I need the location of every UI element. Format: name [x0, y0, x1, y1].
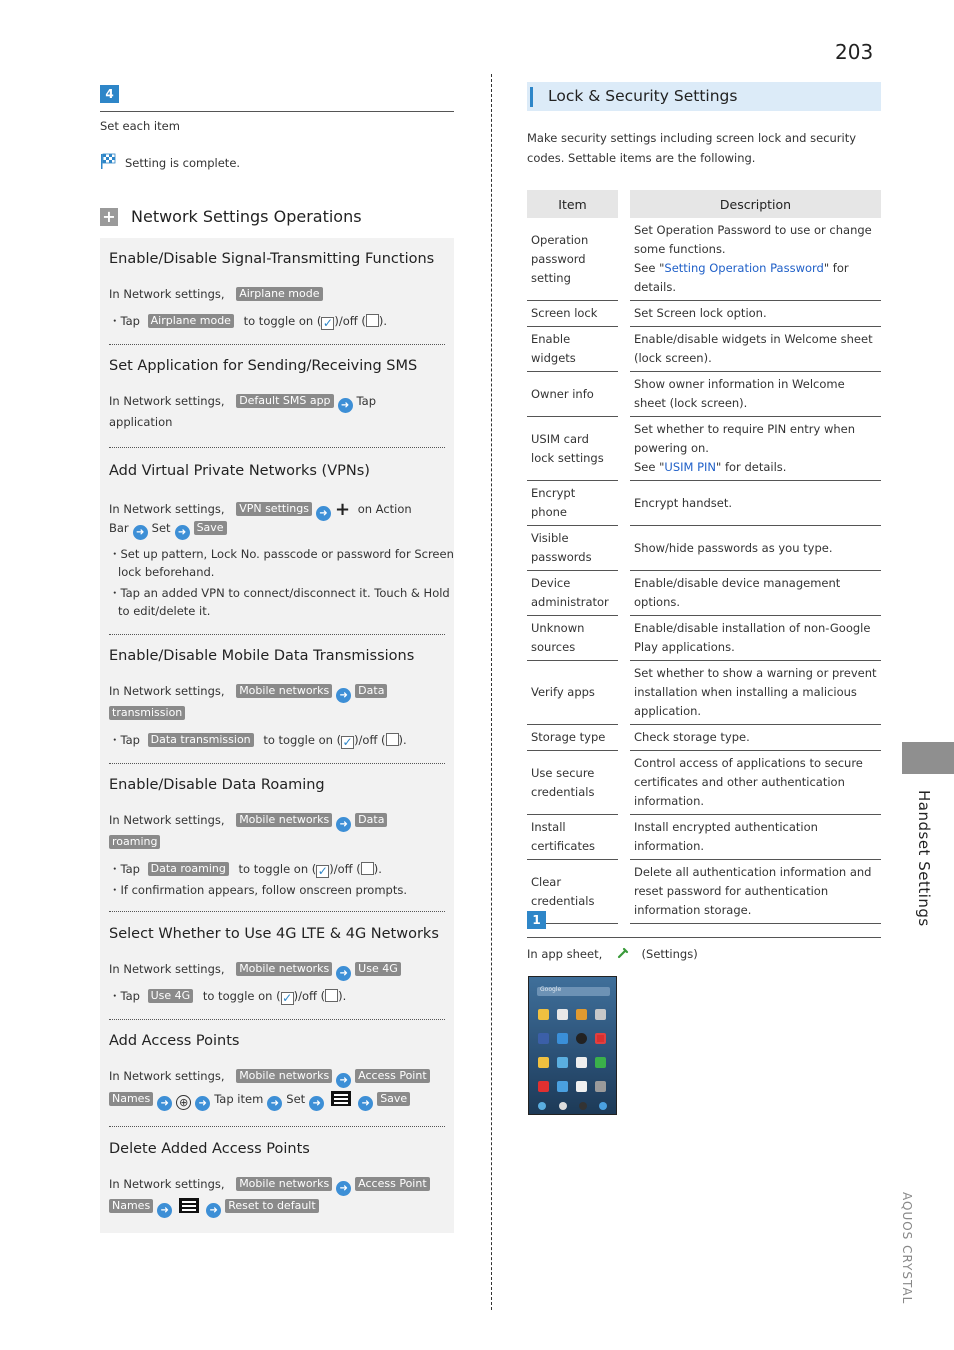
- add-plus-icon: +: [334, 499, 351, 520]
- table-row: [527, 327, 881, 372]
- checked-box-icon: ✓: [342, 735, 353, 749]
- signal-functions-title: Enable/Disable Signal-Transmitting Functions: [109, 251, 435, 267]
- save-chip[interactable]: Save: [194, 521, 227, 535]
- lte-instructions: In Network settings, Mobile networks ➜ Use 4G: [109, 962, 401, 981]
- divider: [109, 447, 445, 448]
- table-row: [527, 301, 881, 327]
- row-item: USIM card lock settings: [527, 417, 618, 481]
- arrow-right-icon: ➜: [316, 506, 331, 521]
- row-description: Install encrypted authentication information.: [630, 815, 881, 860]
- step-1-badge: 1: [527, 911, 546, 929]
- delete-access-points-instructions-2: [109, 1198, 319, 1218]
- default-sms-app-chip[interactable]: Default SMS app: [236, 394, 333, 408]
- dock-icon: [599, 1102, 607, 1110]
- menu-icon: [331, 1091, 351, 1106]
- arrow-right-icon: ➜: [338, 398, 353, 413]
- row-item: Operation password setting: [527, 218, 618, 301]
- use-4g-chip[interactable]: Use 4G: [355, 962, 401, 976]
- vpn-instructions: In Network settings, VPN settings ➜ + on Action: [109, 499, 412, 520]
- security-settings-table: [527, 190, 881, 924]
- row-item: Storage type: [527, 725, 618, 751]
- table-row: [527, 372, 881, 417]
- app-icon: [557, 1081, 568, 1092]
- checked-box-icon: ✓: [322, 316, 333, 330]
- mobile-data-instructions: In Network settings, Mobile networks ➜ Data: [109, 684, 387, 703]
- row-description: Set Operation Password to use or change some functions. See "Setting Operation Password" for details.: [630, 218, 881, 301]
- dock-icon: [579, 1102, 587, 1110]
- table-row: [527, 751, 881, 815]
- sms-instructions: In Network settings, Default SMS app ➜ Tap: [109, 394, 377, 411]
- unchecked-box-icon: [361, 862, 374, 875]
- vpn-note-1: ・Set up pattern, Lock No. passcode or password for Screen: [109, 547, 454, 561]
- row-description: Control access of applications to secure certificates and other authentication information.: [630, 751, 881, 815]
- arrow-right-icon: ➜: [133, 525, 148, 540]
- row-description: Enable/disable installation of non-Google Play applications.: [630, 616, 881, 661]
- arrow-right-icon: ➜: [336, 966, 351, 981]
- checked-box-icon: ✓: [282, 991, 293, 1005]
- add-circle-icon: ⊕: [176, 1095, 191, 1110]
- row-item: Screen lock: [527, 301, 618, 327]
- app-icon: [595, 1081, 606, 1092]
- data-roaming-chip-b[interactable]: roaming: [109, 835, 160, 849]
- header-accent: [530, 87, 533, 107]
- row-item: Encrypt phone: [527, 481, 618, 526]
- mobile-networks-chip[interactable]: Mobile networks: [236, 813, 332, 827]
- table-row: [527, 616, 881, 661]
- access-point-names-chip-a[interactable]: Access Point: [355, 1177, 429, 1191]
- access-point-names-chip-b[interactable]: Names: [109, 1199, 153, 1213]
- dock-icon: [538, 1102, 546, 1110]
- app-icon: [557, 1009, 568, 1020]
- divider: [109, 1019, 445, 1020]
- access-point-names-chip-a[interactable]: Access Point: [355, 1069, 429, 1083]
- data-roaming-instructions: In Network settings, Mobile networks ➜ Data: [109, 813, 387, 832]
- row-item: Device administrator: [527, 571, 618, 616]
- reference-link[interactable]: Setting Operation Password: [664, 261, 824, 275]
- divider: [109, 911, 445, 912]
- lock-security-title: Lock & Security Settings: [548, 87, 738, 105]
- access-point-names-chip-b[interactable]: Names: [109, 1092, 153, 1106]
- table-header-description: Description: [630, 190, 881, 218]
- table-row: [527, 481, 881, 526]
- access-points-title: Add Access Points: [109, 1033, 240, 1049]
- settings-app-highlight-icon: [595, 1033, 606, 1044]
- app-icon: [538, 1057, 549, 1068]
- mobile-networks-chip[interactable]: Mobile networks: [236, 1069, 332, 1083]
- lte-toggle-line: ・Tap Use 4G to toggle on (✓)/off ( ).: [109, 989, 347, 1005]
- phone-screenshot: [528, 976, 617, 1115]
- arrow-right-icon: ➜: [195, 1096, 210, 1111]
- vpn-title: Add Virtual Private Networks (VPNs): [109, 463, 370, 479]
- checked-box-icon: ✓: [317, 864, 328, 878]
- arrow-right-icon: ➜: [336, 817, 351, 832]
- mobile-data-title: Enable/Disable Mobile Data Transmissions: [109, 648, 415, 664]
- step-4-text: Set each item: [100, 119, 180, 133]
- unchecked-box-icon: [366, 314, 379, 327]
- row-description: Show owner information in Welcome sheet (lock screen).: [630, 372, 881, 417]
- data-transmission-chip[interactable]: Data transmission: [148, 733, 254, 747]
- step-1-rule: [527, 937, 881, 938]
- checkered-flag-icon: [100, 153, 116, 169]
- app-icon: [538, 1081, 549, 1092]
- arrow-right-icon: ➜: [267, 1096, 282, 1111]
- divider: [109, 1126, 445, 1127]
- row-item: Clear credentials: [527, 860, 618, 924]
- table-row: [527, 526, 881, 571]
- vpn-note-2b: to edit/delete it.: [118, 604, 211, 618]
- app-icon: [595, 1057, 606, 1068]
- save-chip[interactable]: Save: [377, 1092, 410, 1106]
- data-transmission-chip-a[interactable]: Data: [355, 684, 387, 698]
- data-transmission-chip-b[interactable]: transmission: [109, 706, 185, 720]
- row-description: Enable/disable widgets in Welcome sheet (lock screen).: [630, 327, 881, 372]
- airplane-mode-chip-2[interactable]: Airplane mode: [148, 314, 234, 328]
- table-row: [527, 417, 881, 481]
- menu-icon: [179, 1198, 199, 1213]
- app-icon: [576, 1009, 587, 1020]
- step-4-badge: 4: [100, 85, 119, 103]
- table-header-item: Item: [527, 190, 618, 218]
- settings-app-icon: [616, 946, 630, 960]
- page-number: 203: [835, 40, 874, 64]
- table-row: [527, 725, 881, 751]
- arrow-right-icon: ➜: [157, 1203, 172, 1218]
- mobile-networks-chip[interactable]: Mobile networks: [236, 684, 332, 698]
- vpn-note-2: ・Tap an added VPN to connect/disconnect it. Touch & Hold: [109, 586, 450, 600]
- arrow-right-icon: ➜: [206, 1203, 221, 1218]
- intro-line-2: codes. Settable items are the following.: [527, 151, 756, 165]
- data-roaming-instructions-2: [109, 835, 160, 849]
- vpn-settings-chip[interactable]: VPN settings: [236, 502, 312, 516]
- reset-to-default-chip[interactable]: Reset to default: [225, 1199, 318, 1213]
- access-points-instructions-2: Names ➜ ⊕ ➜ Tap item ➜ Set ➜ ➜ Save: [109, 1091, 410, 1111]
- app-icon: [538, 1009, 549, 1020]
- row-item: Unknown sources: [527, 616, 618, 661]
- side-chapter-tab: [902, 742, 954, 774]
- lock-security-header: [527, 82, 881, 111]
- row-description: Delete all authentication information and reset password for authentication information storage.: [630, 860, 881, 924]
- data-roaming-chip-a[interactable]: Data: [355, 813, 387, 827]
- sms-application-text: application: [109, 415, 173, 429]
- delete-access-points-title: Delete Added Access Points: [109, 1141, 310, 1157]
- sms-title: Set Application for Sending/Receiving SMS: [109, 358, 418, 374]
- arrow-right-icon: ➜: [336, 688, 351, 703]
- row-description: Set Screen lock option.: [630, 301, 881, 327]
- side-chapter-label: Handset Settings: [915, 790, 933, 927]
- row-item: Visible passwords: [527, 526, 618, 571]
- divider: [109, 763, 445, 764]
- app-icon: [538, 1033, 549, 1044]
- row-description: Check storage type.: [630, 725, 881, 751]
- app-icon: [576, 1033, 587, 1044]
- step-4-rule: [100, 111, 454, 112]
- arrow-right-icon: ➜: [309, 1096, 324, 1111]
- arrow-right-icon: ➜: [358, 1096, 373, 1111]
- arrow-right-icon: ➜: [157, 1096, 172, 1111]
- arrow-right-icon: ➜: [336, 1073, 351, 1088]
- table-row: [527, 661, 881, 725]
- row-item: Install certificates: [527, 815, 618, 860]
- app-icon: [576, 1081, 587, 1092]
- dock-icon: [559, 1102, 567, 1110]
- data-roaming-chip[interactable]: Data roaming: [148, 862, 229, 876]
- column-divider: [491, 74, 492, 1310]
- airplane-mode-chip[interactable]: Airplane mode: [236, 287, 322, 301]
- mobile-data-toggle-line: ・Tap Data transmission to toggle on (✓)/off ( ).: [109, 733, 407, 749]
- data-roaming-note: ・If confirmation appears, follow onscreen prompts.: [109, 883, 407, 897]
- table-row: [527, 860, 881, 924]
- table-row: [527, 571, 881, 616]
- row-item: Enable widgets: [527, 327, 618, 372]
- vpn-instructions-2: Bar ➜ Set ➜ Save: [109, 521, 227, 540]
- app-icon: [576, 1057, 587, 1068]
- intro-line-1: Make security settings including screen lock and security: [527, 131, 857, 145]
- signal-instructions: In Network settings, Airplane mode: [109, 287, 323, 301]
- network-settings-title: Network Settings Operations: [131, 207, 362, 226]
- unchecked-box-icon: [325, 989, 338, 1002]
- step-1-text: In app sheet, (Settings): [527, 947, 698, 961]
- data-roaming-title: Enable/Disable Data Roaming: [109, 777, 325, 793]
- row-description: Set whether to require PIN entry when powering on. See "USIM PIN" for details.: [630, 417, 881, 481]
- reference-link[interactable]: USIM PIN: [664, 460, 717, 474]
- table-row: [527, 218, 881, 301]
- row-description: Show/hide passwords as you type.: [630, 526, 881, 571]
- row-description: Encrypt handset.: [630, 481, 881, 526]
- app-icon: [557, 1057, 568, 1068]
- app-icon: [595, 1009, 606, 1020]
- divider: [109, 634, 445, 635]
- plus-icon: +: [100, 208, 118, 226]
- access-points-instructions: In Network settings, Mobile networks ➜ Access Point: [109, 1069, 430, 1088]
- brand-label: AQUOS CRYSTAL: [900, 1192, 914, 1305]
- row-description: Set whether to show a warning or prevent installation when installing a malicious application.: [630, 661, 881, 725]
- row-item: Verify apps: [527, 661, 618, 725]
- delete-access-points-instructions: In Network settings, Mobile networks ➜ Access Point: [109, 1177, 430, 1196]
- signal-toggle-line: ・Tap Airplane mode to toggle on (✓)/off ( ).: [109, 314, 387, 330]
- vpn-note-1b: lock beforehand.: [118, 565, 215, 579]
- data-roaming-toggle-line: ・Tap Data roaming to toggle on (✓)/off ( ).: [109, 862, 382, 878]
- app-icon: [557, 1033, 568, 1044]
- use-4g-chip-2[interactable]: Use 4G: [148, 989, 194, 1003]
- setting-complete-text: Setting is complete.: [125, 156, 241, 170]
- mobile-networks-chip[interactable]: Mobile networks: [236, 1177, 332, 1191]
- unchecked-box-icon: [386, 733, 399, 746]
- arrow-right-icon: ➜: [336, 1181, 351, 1196]
- row-item: Use secure credentials: [527, 751, 618, 815]
- lte-title: Select Whether to Use 4G LTE & 4G Networks: [109, 926, 439, 942]
- divider: [109, 344, 445, 345]
- row-item: Owner info: [527, 372, 618, 417]
- arrow-right-icon: ➜: [175, 525, 190, 540]
- google-search-bar: Google: [537, 987, 610, 996]
- table-row: [527, 815, 881, 860]
- mobile-networks-chip[interactable]: Mobile networks: [236, 962, 332, 976]
- row-description: Enable/disable device management options.: [630, 571, 881, 616]
- mobile-data-instructions-2: [109, 706, 185, 720]
- table-body: [527, 218, 881, 924]
